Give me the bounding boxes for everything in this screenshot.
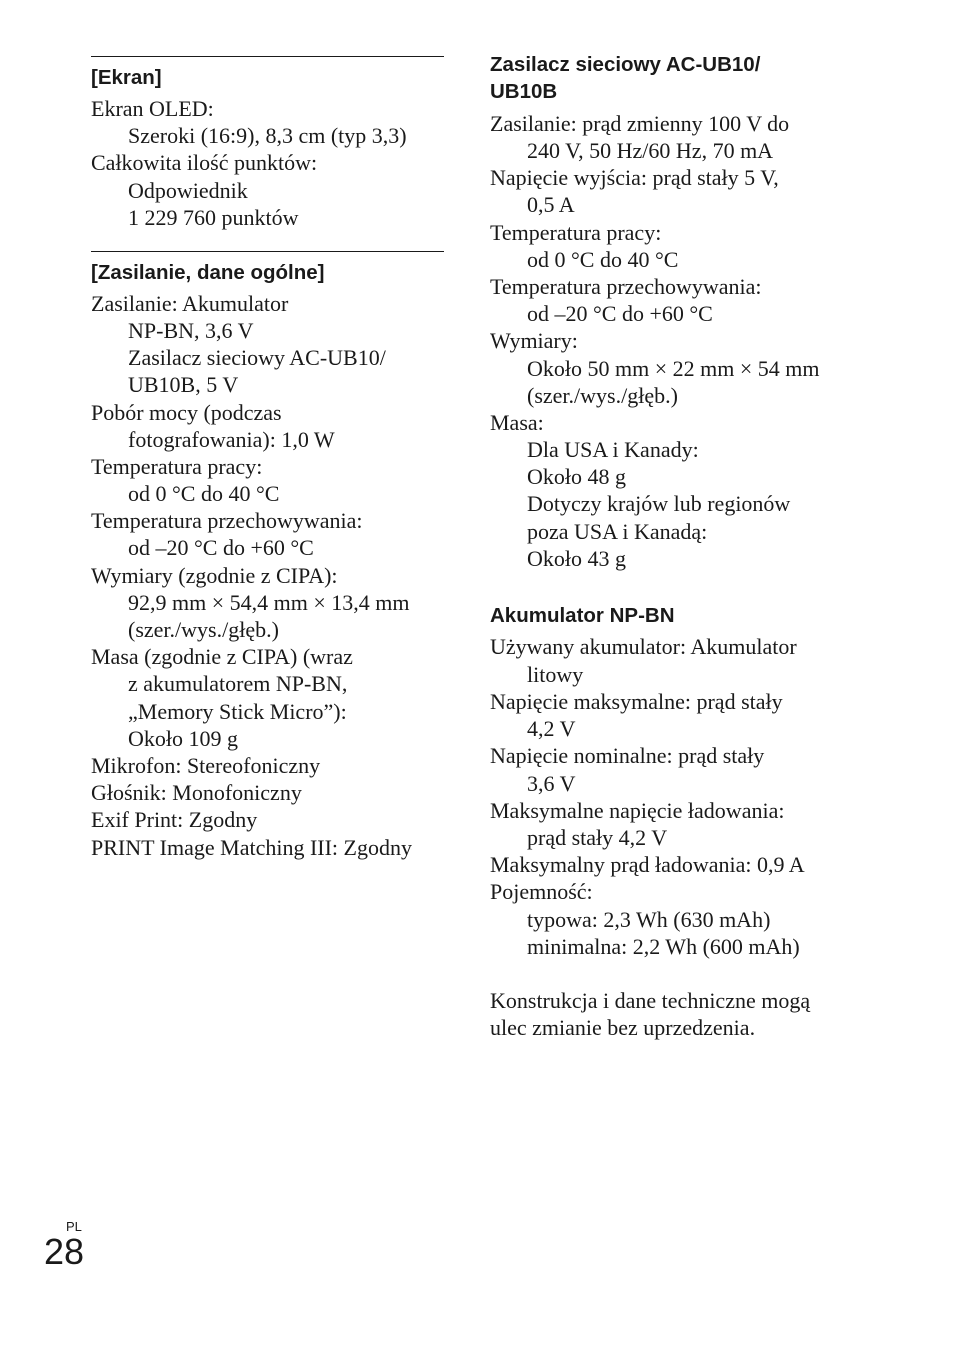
section-heading-zasilacz-cont: UB10B — [490, 80, 558, 103]
spec-line: (szer./wys./głęb.) — [527, 383, 678, 408]
spec-line: Odpowiednik — [128, 178, 248, 203]
spec-line: (szer./wys./głęb.) — [128, 617, 279, 642]
section-divider — [91, 251, 444, 252]
spec-line: Zasilacz sieciowy AC-UB10/ — [128, 345, 386, 370]
spec-line: Maksymalny prąd ładowania: 0,9 A — [490, 852, 805, 877]
spec-line: Napięcie maksymalne: prąd stały — [490, 689, 783, 714]
spec-line: Maksymalne napięcie ładowania: — [490, 798, 785, 823]
language-code: PL — [66, 1219, 82, 1234]
spec-line: poza USA i Kanadą: — [527, 519, 708, 544]
spec-line: Masa: — [490, 410, 544, 435]
spec-line: Napięcie wyjścia: prąd stały 5 V, — [490, 165, 779, 190]
spec-line: Exif Print: Zgodny — [91, 807, 258, 832]
spec-line: Całkowita ilość punktów: — [91, 150, 318, 175]
spec-line: od –20 °C do +60 °C — [128, 535, 314, 560]
spec-line: 92,9 mm × 54,4 mm × 13,4 mm — [128, 590, 410, 615]
spec-line: 3,6 V — [527, 771, 576, 796]
spec-line: Dla USA i Kanady: — [527, 437, 699, 462]
spec-line: Zasilanie: Akumulator — [91, 291, 289, 316]
section-heading-akumulator: Akumulator NP-BN — [490, 604, 675, 627]
spec-line: Głośnik: Monofoniczny — [91, 780, 302, 805]
spec-line: Masa (zgodnie z CIPA) (wraz — [91, 644, 353, 669]
spec-line: fotografowania): 1,0 W — [128, 427, 335, 452]
spec-line: Około 50 mm × 22 mm × 54 mm — [527, 356, 820, 381]
spec-line: minimalna: 2,2 Wh (600 mAh) — [527, 934, 800, 959]
spec-line: Mikrofon: Stereofoniczny — [91, 753, 321, 778]
spec-line: Około 48 g — [527, 464, 626, 489]
spec-line: Temperatura przechowywania: — [91, 508, 363, 533]
spec-line: Napięcie nominalne: prąd stały — [490, 743, 765, 768]
spec-line: 1 229 760 punktów — [128, 205, 299, 230]
spec-line: typowa: 2,3 Wh (630 mAh) — [527, 907, 771, 932]
spec-line: Temperatura przechowywania: — [490, 274, 762, 299]
section-divider — [91, 56, 444, 57]
spec-line: Temperatura pracy: — [91, 454, 263, 479]
spec-line: prąd stały 4,2 V — [527, 825, 668, 850]
spec-line: Używany akumulator: Akumulator — [490, 634, 797, 659]
spec-line: UB10B, 5 V — [128, 372, 239, 397]
section-heading-zasilacz: Zasilacz sieciowy AC-UB10/ — [490, 53, 761, 76]
spec-line: „Memory Stick Micro”): — [128, 699, 347, 724]
spec-line: od 0 °C do 40 °C — [527, 247, 679, 272]
spec-line: 4,2 V — [527, 716, 576, 741]
spec-line: od 0 °C do 40 °C — [128, 481, 280, 506]
spec-line: Temperatura pracy: — [490, 220, 662, 245]
spec-line: Szeroki (16:9), 8,3 cm (typ 3,3) — [128, 123, 407, 148]
spec-line: 0,5 A — [527, 192, 575, 217]
page-number: 28 — [44, 1231, 85, 1272]
spec-line: Zasilanie: prąd zmienny 100 V do — [490, 111, 790, 136]
spec-line: 240 V, 50 Hz/60 Hz, 70 mA — [527, 138, 774, 163]
section-heading-ekran: [Ekran] — [91, 66, 162, 89]
spec-line: Pojemność: — [490, 879, 593, 904]
spec-line: Pobór mocy (podczas — [91, 400, 282, 425]
spec-line: Około 109 g — [128, 726, 238, 751]
spec-line: Wymiary (zgodnie z CIPA): — [91, 563, 338, 588]
disclaimer-line: Konstrukcja i dane techniczne mogą — [490, 988, 811, 1013]
spec-line: z akumulatorem NP-BN, — [128, 671, 348, 696]
spec-line: Około 43 g — [527, 546, 626, 571]
spec-line: litowy — [527, 662, 584, 687]
spec-line: Ekran OLED: — [91, 96, 214, 121]
disclaimer-line: ulec zmianie bez uprzedzenia. — [490, 1015, 756, 1040]
spec-line: Dotyczy krajów lub regionów — [527, 491, 791, 516]
spec-line: PRINT Image Matching III: Zgodny — [91, 835, 412, 860]
spec-line: NP-BN, 3,6 V — [128, 318, 254, 343]
section-heading-zasilanie: [Zasilanie, dane ogólne] — [91, 261, 325, 284]
spec-line: Wymiary: — [490, 328, 578, 353]
spec-line: od –20 °C do +60 °C — [527, 301, 713, 326]
